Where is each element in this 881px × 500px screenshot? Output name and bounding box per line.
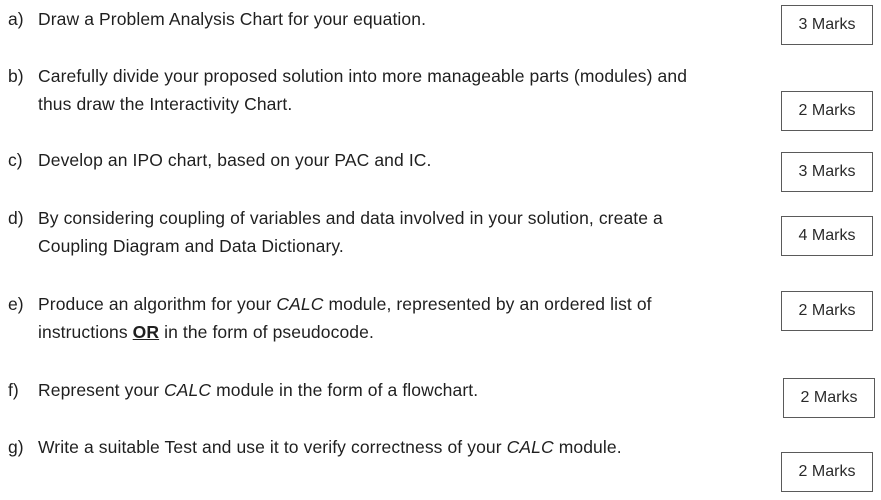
question-f-text (38, 376, 778, 404)
question-e-marks-box: 2 Marks (781, 291, 873, 331)
text-segment: instructions (38, 322, 133, 342)
question-g-text (38, 433, 778, 461)
text-segment: Produce an algorithm for your (38, 294, 277, 314)
text-segment: Carefully divide your proposed solution into more manageable parts (modules) and (38, 66, 688, 86)
text-segment: Coupling Diagram and Data Dictionary. (38, 236, 344, 256)
question-e-text (38, 290, 778, 346)
question-d-line (38, 232, 778, 260)
module-name: CALC (276, 294, 324, 314)
text-segment: By considering coupling of variables and data involved in your solution, create a (38, 208, 663, 228)
text-segment: module, represented by an ordered list of (323, 294, 652, 314)
question-f-label: f) (8, 380, 19, 400)
question-a-marks-box: 3 Marks (781, 5, 873, 45)
text-segment: in the form of pseudocode. (159, 322, 374, 342)
question-d-marks-box: 4 Marks (781, 216, 873, 256)
question-b-label: b) (8, 66, 24, 86)
question-b-line (38, 90, 778, 118)
question-d-text (38, 204, 778, 260)
question-b-line (38, 62, 778, 90)
question-c-marks-box: 3 Marks (781, 152, 873, 192)
question-c-line (38, 146, 778, 174)
text-segment: Write a suitable Test and use it to verify correctness of your (38, 437, 507, 457)
question-c-label: c) (8, 150, 23, 170)
question-d-line (38, 204, 778, 232)
question-a-line (38, 5, 778, 33)
text-segment: Develop an IPO chart, based on your PAC and IC. (38, 150, 432, 170)
text-segment: Draw a Problem Analysis Chart for your equation. (38, 9, 427, 29)
text-segment: thus draw the Interactivity Chart. (38, 94, 293, 114)
question-b-text (38, 62, 778, 118)
question-g-label: g) (8, 437, 24, 457)
emphasis-or: OR (132, 322, 160, 342)
question-d-label: d) (8, 208, 24, 228)
question-c-text (38, 146, 778, 174)
question-e-label: e) (8, 294, 24, 314)
question-a-label: a) (8, 9, 24, 29)
module-name: CALC (164, 380, 212, 400)
question-e-line (38, 290, 778, 318)
question-b-marks-box: 2 Marks (781, 91, 873, 131)
text-segment: module in the form of a flowchart. (211, 380, 479, 400)
question-g-marks-box: 2 Marks (781, 452, 873, 492)
text-segment: module. (553, 437, 622, 457)
text-segment: Represent your (38, 380, 165, 400)
module-name: CALC (506, 437, 554, 457)
question-f-line (38, 376, 778, 404)
question-e-line (38, 318, 778, 346)
question-f-marks-box: 2 Marks (783, 378, 875, 418)
question-a-text (38, 5, 778, 33)
question-g-line (38, 433, 778, 461)
